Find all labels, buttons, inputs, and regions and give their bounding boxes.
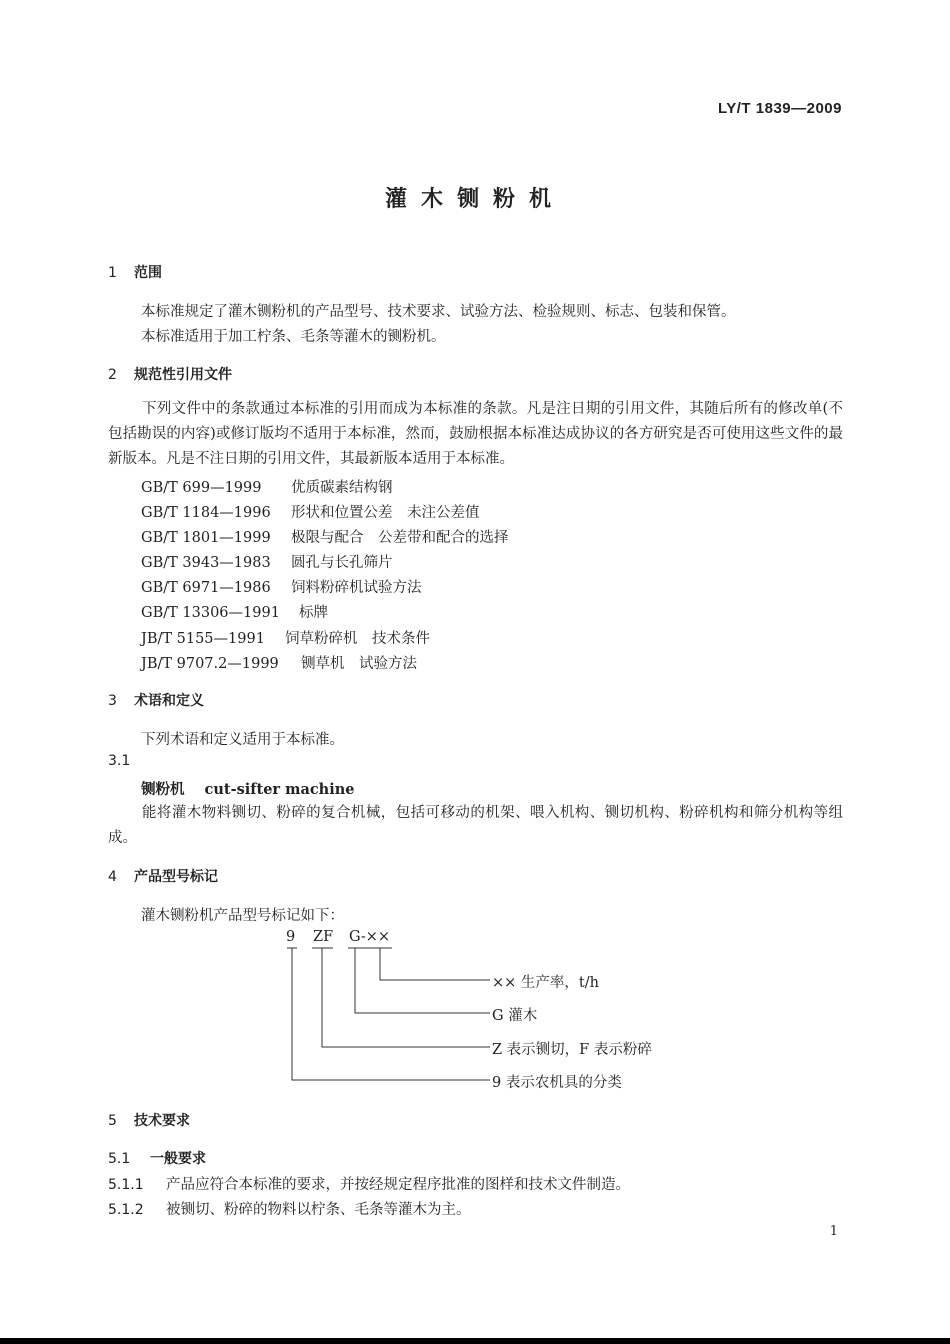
clause-5-1-1: 5.1.1 产品应符合本标准的要求，并按经规定程序批准的图样和技术文件制造。 xyxy=(108,1177,630,1193)
page-number: 1 xyxy=(829,1224,838,1239)
section-5-heading xyxy=(108,1110,190,1130)
term-chinese: 铡粉机 xyxy=(141,782,185,798)
clause-5-1-2: 5.1.2 被铡切、粉碎的物料以柠条、毛条等灌木为主。 xyxy=(108,1202,471,1218)
reference-item: GB/T 1801—1999 极限与配合 公差带和配合的选择 xyxy=(141,530,509,546)
section-title: 范围 xyxy=(134,265,162,281)
section-number: 3 xyxy=(108,693,117,709)
reference-item: GB/T 699—1999 优质碳素结构钢 xyxy=(141,480,393,496)
legend-item: Z 表示铡切，F 表示粉碎 xyxy=(492,1042,652,1058)
model-part-g: G-×× xyxy=(349,929,391,945)
reference-item: JB/T 9707.2—1999 铡草机 试验方法 xyxy=(141,656,417,672)
bottom-border xyxy=(0,1338,950,1344)
section-title: 术语和定义 xyxy=(134,693,204,709)
section-1-paragraph-1: 本标准规定了灌木铡粉机的产品型号、技术要求、试验方法、检验规则、标志、包装和保管。 xyxy=(141,304,736,320)
subsection-number: 3.1 xyxy=(108,753,131,769)
document-title: 灌木铡粉机 xyxy=(384,187,565,212)
leader-xx xyxy=(380,948,490,980)
model-part-zf: ZF xyxy=(313,929,334,945)
section-3-intro: 下列术语和定义适用于本标准。 xyxy=(141,732,344,748)
section-number: 5 xyxy=(108,1113,117,1129)
section-1-paragraph-2: 本标准适用于加工柠条、毛条等灌木的铡粉机。 xyxy=(141,329,446,345)
model-part-9: 9 xyxy=(286,929,296,945)
section-title: 技术要求 xyxy=(134,1113,190,1129)
legend-item: ×× 生产率，t/h xyxy=(492,975,599,991)
section-number: 4 xyxy=(108,869,117,885)
section-title: 产品型号标记 xyxy=(134,869,218,885)
reference-item: GB/T 1184—1996 形状和位置公差 未注公差值 xyxy=(141,505,480,521)
term-english: cut-sifter machine xyxy=(204,781,355,798)
section-title: 规范性引用文件 xyxy=(134,367,232,383)
reference-item: JB/T 5155—1991 饲草粉碎机 技术条件 xyxy=(141,631,430,647)
legend-item: G 灌木 xyxy=(492,1008,538,1024)
section-number: 1 xyxy=(108,265,117,281)
reference-item: GB/T 13306—1991 标牌 xyxy=(141,605,328,621)
leader-zf xyxy=(322,948,490,1047)
section-number: 2 xyxy=(108,367,117,383)
subsection-5-1-heading: 5.1 一般要求 xyxy=(108,1151,206,1167)
standard-number: LY/T 1839—2009 xyxy=(717,100,842,117)
section-4-intro: 灌木铡粉机产品型号标记如下： xyxy=(141,908,344,924)
reference-item: GB/T 3943—1983 圆孔与长孔筛片 xyxy=(141,555,393,571)
reference-item: GB/T 6971—1986 饲料粉碎机试验方法 xyxy=(141,580,422,596)
section-2-intro: 下列文件中的条款通过本标准的引用而成为本标准的条款。凡是注日期的引用文件，其随后所有的修改单(不包括勘误的内容)或修订版均不适用于本标准，然而，鼓励根据本标准达成协议的各方研究是否可使用这些文件的最新版本。凡是不注日期的引用文件，其最新版本适用于本标准。 xyxy=(108,401,843,467)
term-definition: 能将灌木物料铡切、粉碎的复合机械，包括可移动的机架、喂入机构、铡切机构、粉碎机构和筛分机构等组成。 xyxy=(108,805,843,846)
legend-item: 9 表示农机具的分类 xyxy=(492,1075,622,1091)
